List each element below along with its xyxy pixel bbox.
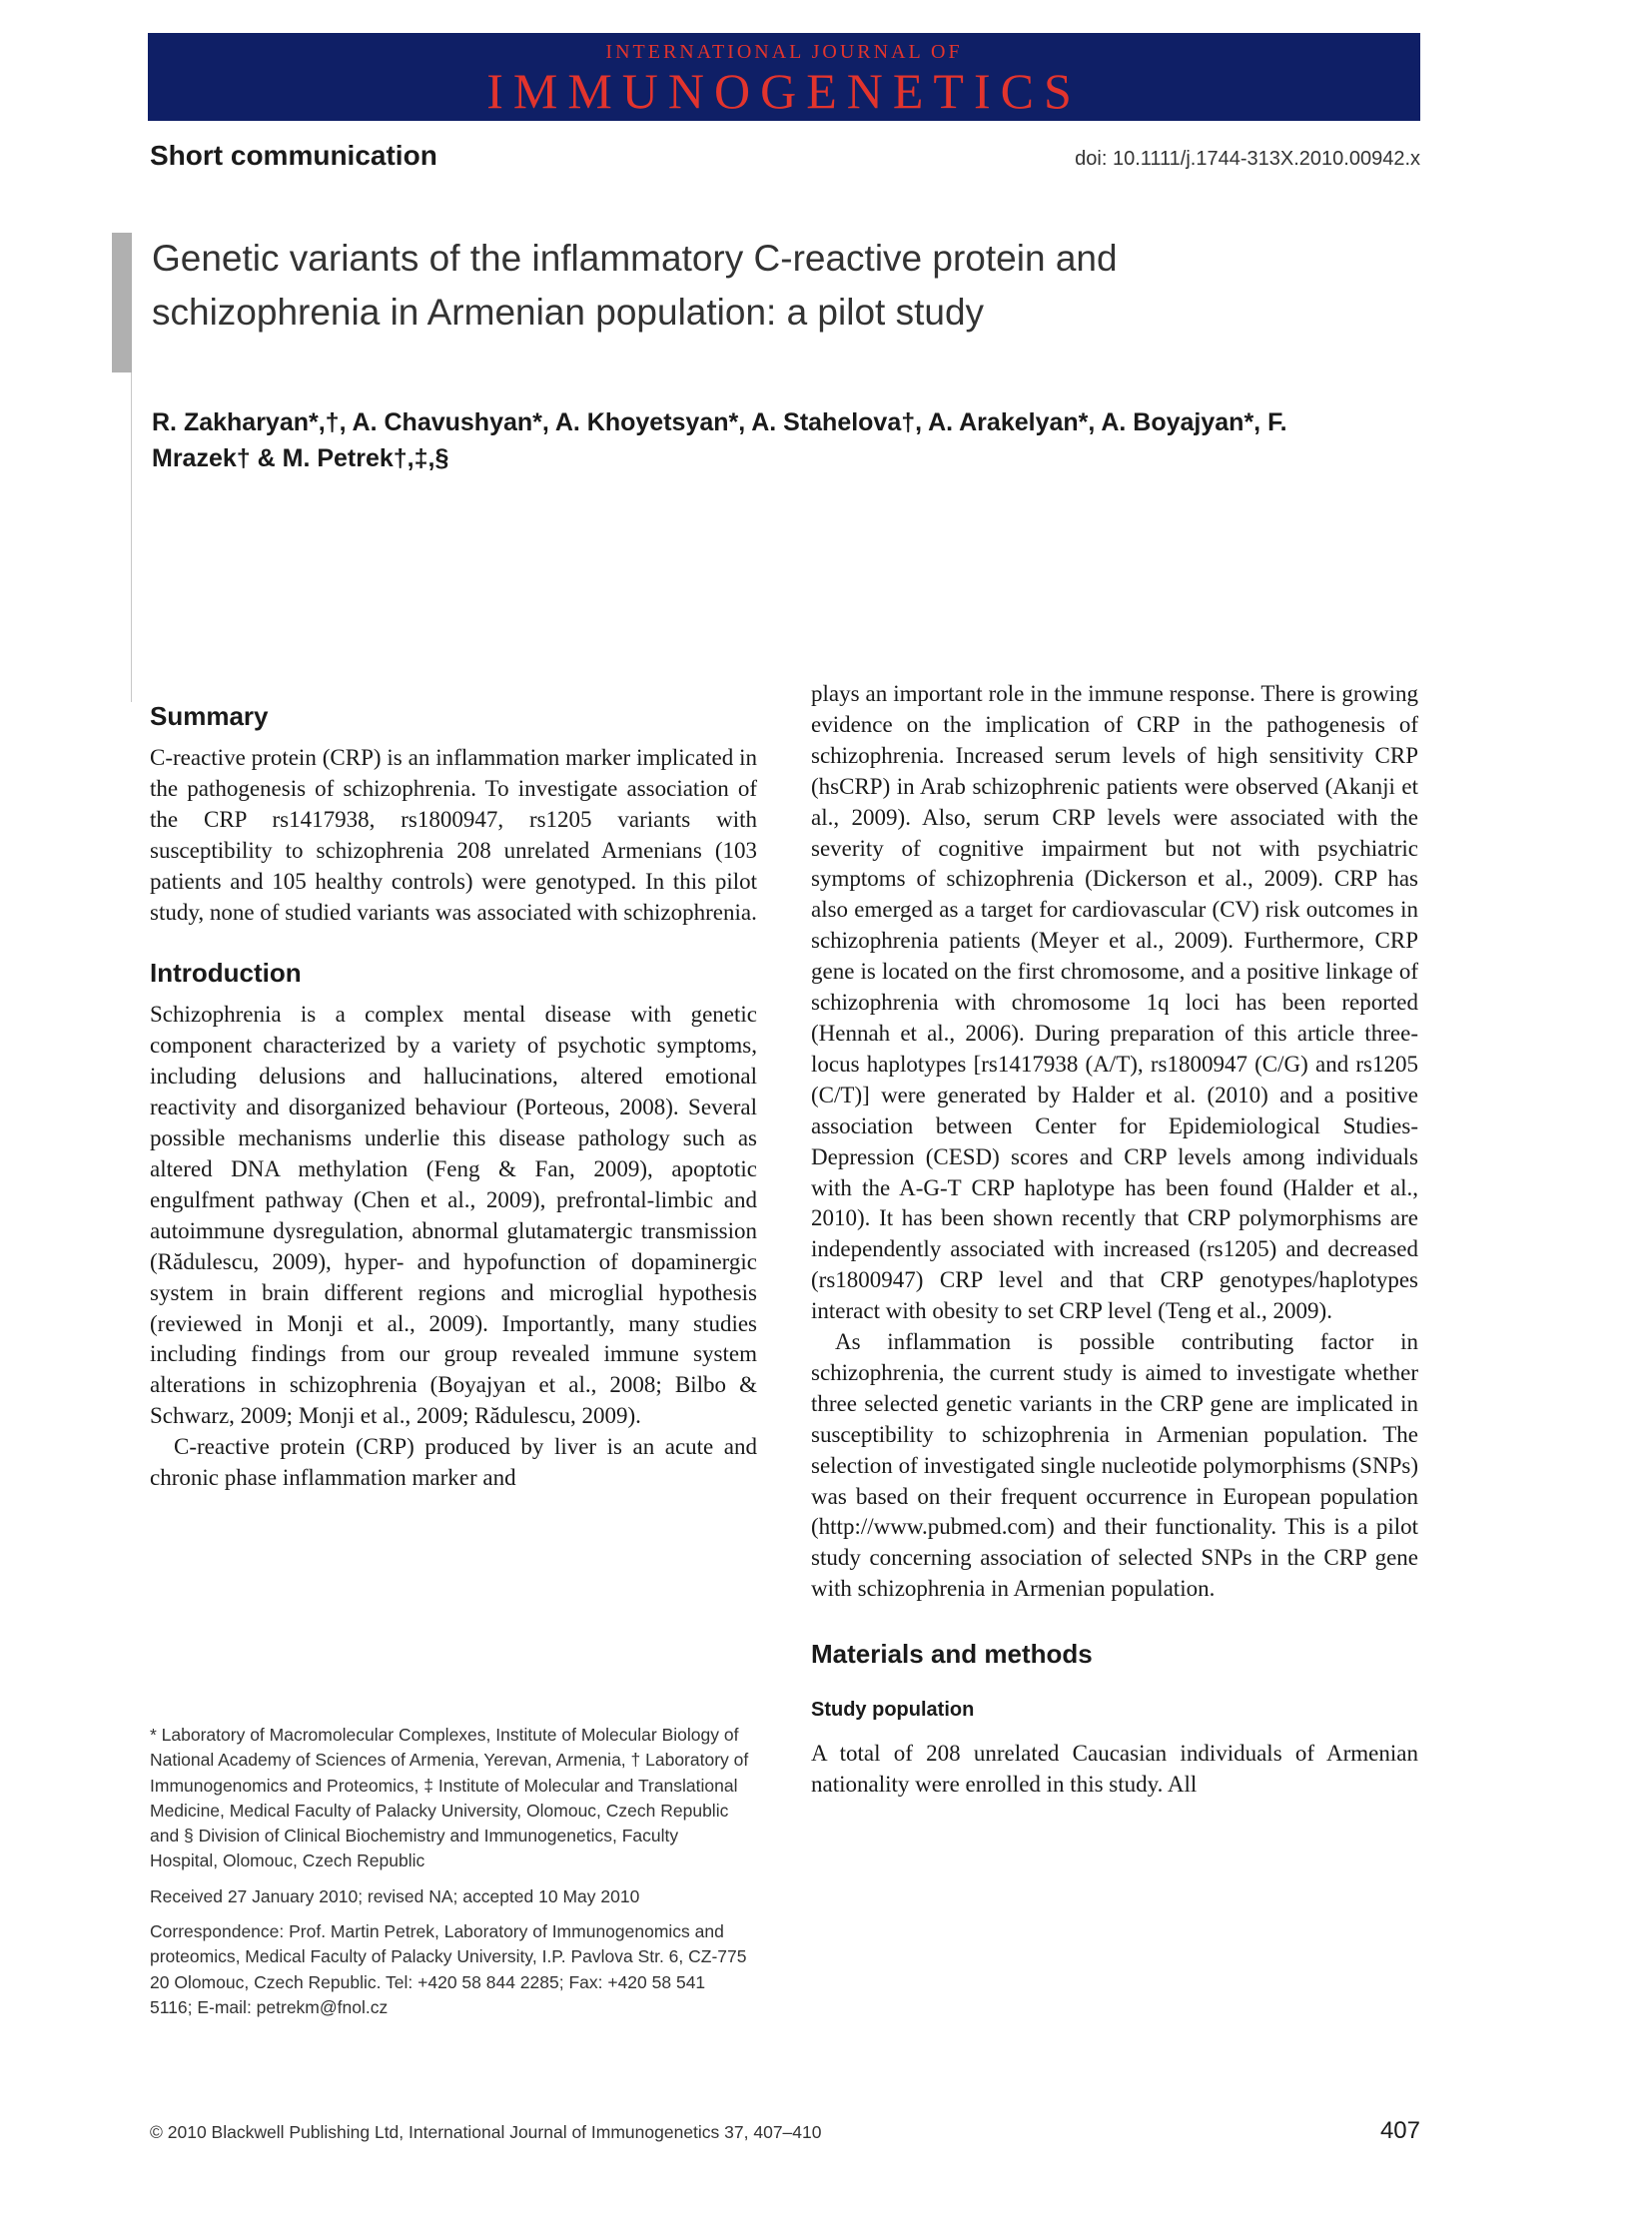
journal-name-large: IMMUNOGENETICS <box>486 63 1082 119</box>
introduction-paragraph-1: Schizophrenia is a complex mental disease with genetic component characterized by a variety of psychotic symptoms, including delusions and hallucinations, altered emotional reactivity and disorganized behaviour (Porteous, 2008). Several possible mechanisms underlie this disease pathology such as altered DNA methylation (Feng & Fan, 2009), apoptotic engulfment pathway (Chen et al., 2009), prefrontal-limbic and autoimmune dysregulation, abnormal glutamatergic transmission (Rădulescu, 2009), hyper- and hypofunction of dopaminergic system in brain different regions and microglial hypothesis (reviewed in Monji et al., 2009). Importantly, many studies including findings from our group revealed immune system alterations in schizophrenia (Boyajyan et al., 2008; Bilbo & Schwarz, 2009; Monji et al., 2009; Rădulescu, 2009). <box>150 1002 757 1429</box>
title-accent-bar <box>112 233 132 372</box>
study-population-heading: Study population <box>811 1699 975 1722</box>
introduction-paragraph-2-continued: plays an important role in the immune response. There is growing evidence on the implication of CRP in the pathogenesis of schizophrenia. Increased serum levels of high sensitivity CRP (hsCRP) in Arab schizophrenic patients were observed (Akanji et al., 2009). Also, serum CRP levels were associated with the severity of cognitive impairment but not with psychiatric symptoms of schizophrenia (Dickerson et al., 2009). CRP has also emerged as a target for cardiovascular (CV) risk outcomes in schizophrenia patients (Meyer et al., 2009). Furthermore, CRP gene is located on the first chromosome, and a positive linkage of schizophrenia with chromosome 1q loci has been reported (Hennah et al., 2006). During preparation of this article three-locus haplotypes [rs1417938 (A/T), rs1800947 (C/G) and rs1205 (C/T)] were generated by Halder et al. (2010) and a positive association between Center for Epidemiological Studies-Depression (CESD) scores and CRP levels among individuals with the A-G-T CRP haplotype has been found (Halder et al., 2010). It has been shown recently that CRP polymorphisms are independently associated with increased (rs1205) and decreased (rs1800947) CRP level and that CRP genotypes/haplotypes interact with obesity to set CRP level (Teng et al., 2009). <box>811 681 1418 1324</box>
copyright-footer: © 2010 Blackwell Publishing Ltd, International Journal of Immunogenetics 37, 407–410 <box>150 2122 822 2142</box>
journal-banner <box>148 33 1420 121</box>
introduction-heading: Introduction <box>150 958 302 989</box>
doi: doi: 10.1111/j.1744-313X.2010.00942.x <box>1075 148 1420 170</box>
page-number: 407 <box>1379 2117 1420 2144</box>
introduction-paragraph-3: As inflammation is possible contributing factor in schizophrenia, the current study is aimed to investigate whether three selected genetic variants in the CRP gene are implicated in susceptibility to schizophrenia in Armenian population. The selection of investigated single nucleotide polymorphisms (SNPs) was based on their frequent occurrence in European population (http://www.pubmed.com) and their functionality. This is a pilot study concerning association of selected SNPs in the CRP gene with schizophrenia in Armenian population. <box>811 1329 1418 1602</box>
introduction-paragraph-2-start: C-reactive protein (CRP) produced by liver is an acute and chronic phase inflammation marker and <box>150 1434 757 1491</box>
title-accent-line <box>131 372 132 702</box>
methods-text: A total of 208 unrelated Caucasian individuals of Armenian nationality were enrolled in this study. All <box>811 1741 1418 1798</box>
summary-text: C-reactive protein (CRP) is an inflammation marker implicated in the pathogenesis of schizophrenia. To investigate association of the CRP rs1417938, rs1800947, rs1205 variants with susceptibility to schizophrenia 208 unrelated Armenians (103 patients and 105 healthy controls) were genotyped. In this pilot study, none of studied variants was associated with schizophrenia. <box>150 745 757 925</box>
received-dates: Received 27 January 2010; revised NA; accepted 10 May 2010 <box>150 1885 640 1906</box>
author-list: R. Zakharyan*,†, A. Chavushyan*, A. Khoyetsyan*, A. Stahelova†, A. Arakelyan*, A. Boyajyan*, F. Mrazek† & M. Petrek†,‡,§ <box>152 408 1287 472</box>
methods-heading: Materials and methods <box>811 1639 1093 1670</box>
footnotes <box>150 1723 749 2030</box>
article-type: Short communication <box>150 140 437 171</box>
correspondence-footnote: Correspondence: Prof. Martin Petrek, Laboratory of Immunogenomics and proteomics, Medical Faculty of Palacky University, I.P. Pavlova Str. 6, CZ-775 20 Olomouc, Czech Republic. Tel: +420 58 844 2285; Fax: +420 58 541 5116; E-mail: petrekm@fnol.cz <box>150 1921 747 2017</box>
left-column <box>150 699 757 1494</box>
journal-name-small: INTERNATIONAL JOURNAL OF <box>605 41 963 63</box>
affiliations-footnote: * Laboratory of Macromolecular Complexes, Institute of Molecular Biology of National Academy of Sciences of Armenia, Yerevan, Armenia, † Laboratory of Immunogenomics and Proteomics, ‡ Institute of Molecular and Translational Medicine, Medical Faculty of Palacky University, Olomouc, Czech Republic and § Division of Clinical Biochemistry and Immunogenetics, Faculty Hospital, Olomouc, Czech Republic <box>150 1725 749 1871</box>
article-title: Genetic variants of the inflammatory C-reactive protein and schizophrenia in Armenian population: a pilot study <box>152 238 1118 333</box>
right-column <box>811 679 1418 1801</box>
summary-heading: Summary <box>150 701 269 731</box>
